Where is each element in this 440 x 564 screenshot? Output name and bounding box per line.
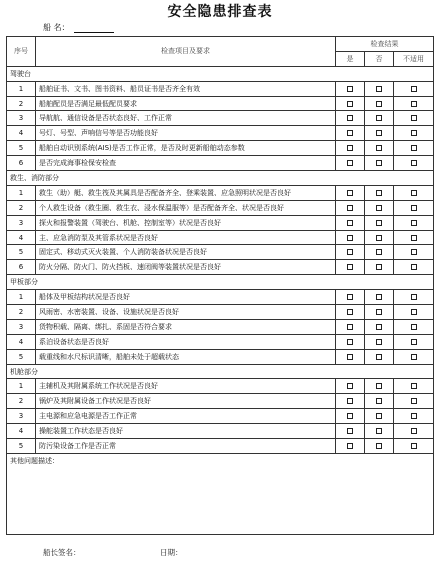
checkbox-yes[interactable] [347, 264, 353, 270]
checkbox-yes[interactable] [347, 443, 353, 449]
result-cell-no [365, 290, 394, 305]
result-cell-no [365, 200, 394, 215]
checkbox-no[interactable] [376, 115, 382, 121]
checkbox-no[interactable] [376, 398, 382, 404]
result-cell-yes [336, 96, 365, 111]
checkbox-yes[interactable] [347, 190, 353, 196]
result-cell-na [394, 126, 434, 141]
result-cell-na [394, 230, 434, 245]
checkbox-no[interactable] [376, 235, 382, 241]
item-number: 4 [7, 424, 36, 439]
result-cell-na [394, 96, 434, 111]
result-cell-na [394, 409, 434, 424]
item-text: 系泊设备状态是否良好 [36, 334, 336, 349]
checkbox-yes[interactable] [347, 354, 353, 360]
checkbox-yes[interactable] [347, 249, 353, 255]
result-cell-na [394, 111, 434, 126]
checkbox-na[interactable] [411, 309, 417, 315]
result-cell-yes [336, 439, 365, 454]
result-cell-na [394, 215, 434, 230]
checkbox-na[interactable] [411, 324, 417, 330]
item-number: 2 [7, 96, 36, 111]
item-number: 2 [7, 305, 36, 320]
result-cell-na [394, 245, 434, 260]
section-row [7, 66, 434, 81]
checkbox-na[interactable] [411, 101, 417, 107]
result-cell-yes [336, 215, 365, 230]
result-cell-no [365, 424, 394, 439]
table-row [7, 379, 434, 394]
result-cell-yes [336, 290, 365, 305]
result-cell-no [365, 394, 394, 409]
result-cell-yes [336, 245, 365, 260]
checkbox-no[interactable] [376, 249, 382, 255]
checkbox-no[interactable] [376, 413, 382, 419]
checkbox-no[interactable] [376, 383, 382, 389]
result-cell-no [365, 439, 394, 454]
section-title: 驾驶台 [7, 66, 434, 81]
checkbox-yes[interactable] [347, 205, 353, 211]
item-number: 4 [7, 230, 36, 245]
item-text: 船舶配员是否满足最低配员要求 [36, 96, 336, 111]
checkbox-yes[interactable] [347, 101, 353, 107]
checkbox-yes[interactable] [347, 398, 353, 404]
result-cell-no [365, 260, 394, 275]
result-cell-na [394, 334, 434, 349]
result-cell-no [365, 141, 394, 156]
table-row [7, 260, 434, 275]
result-cell-na [394, 200, 434, 215]
form-title: 安全隐患排查表 [167, 4, 273, 20]
checkbox-na[interactable] [411, 428, 417, 434]
item-number: 4 [7, 126, 36, 141]
checkbox-na[interactable] [411, 86, 417, 92]
result-cell-na [394, 349, 434, 364]
result-cell-yes [336, 126, 365, 141]
item-number: 5 [7, 141, 36, 156]
checkbox-yes[interactable] [347, 160, 353, 166]
section-title: 甲板部分 [7, 275, 434, 290]
checkbox-na[interactable] [411, 413, 417, 419]
result-cell-yes [336, 424, 365, 439]
checkbox-na[interactable] [411, 145, 417, 151]
result-cell-na [394, 424, 434, 439]
result-cell-na [394, 290, 434, 305]
section-row [7, 364, 434, 379]
result-cell-no [365, 349, 394, 364]
result-cell-no [365, 81, 394, 96]
checkbox-no[interactable] [376, 339, 382, 345]
item-text: 个人救生设备（救生圈、救生衣、浸水保温服等）是否配备齐全、状况是否良好 [36, 200, 336, 215]
result-cell-yes [336, 81, 365, 96]
table-row [7, 81, 434, 96]
result-cell-yes [336, 319, 365, 334]
checkbox-na[interactable] [411, 354, 417, 360]
result-cell-yes [336, 409, 365, 424]
checkbox-no[interactable] [376, 354, 382, 360]
item-text: 主、应急消防泵及其管系状况是否良好 [36, 230, 336, 245]
table-row [7, 305, 434, 320]
checkbox-na[interactable] [411, 235, 417, 241]
checkbox-yes[interactable] [347, 324, 353, 330]
result-cell-na [394, 156, 434, 171]
table-row [7, 245, 434, 260]
checkbox-yes[interactable] [347, 145, 353, 151]
table-row [7, 290, 434, 305]
checkbox-na[interactable] [411, 249, 417, 255]
result-cell-no [365, 96, 394, 111]
item-text: 船舶证书、文书、图书资料、船员证书是否齐全有效 [36, 81, 336, 96]
item-number: 1 [7, 81, 36, 96]
result-cell-na [394, 379, 434, 394]
table-row [7, 230, 434, 245]
result-cell-no [365, 215, 394, 230]
result-cell-yes [336, 156, 365, 171]
item-number: 3 [7, 215, 36, 230]
result-cell-yes [336, 379, 365, 394]
checkbox-na[interactable] [411, 220, 417, 226]
checkbox-na[interactable] [411, 160, 417, 166]
checkbox-na[interactable] [411, 443, 417, 449]
table-row [7, 409, 434, 424]
result-cell-na [394, 185, 434, 200]
section-title: 救生、消防部分 [7, 171, 434, 186]
result-cell-yes [336, 111, 365, 126]
item-number: 5 [7, 439, 36, 454]
checkbox-yes[interactable] [347, 130, 353, 136]
result-cell-yes [336, 260, 365, 275]
table-row [7, 185, 434, 200]
item-text: 导航航、通信设备是否状态良好、工作正常 [36, 111, 336, 126]
item-text: 救生（助）艇、救生筏及其属具是否配备齐全、登乘装置、应急照明状况是否良好 [36, 185, 336, 200]
notes-label: 其他问题描述： [10, 456, 59, 465]
result-cell-yes [336, 349, 365, 364]
table-row [7, 215, 434, 230]
table-row [7, 424, 434, 439]
result-cell-no [365, 230, 394, 245]
result-cell-no [365, 156, 394, 171]
result-cell-na [394, 260, 434, 275]
item-text: 船舶自动识别系统(AIS)是否工作正常，是否及时更新船舶动态参数 [36, 141, 336, 156]
checkbox-no[interactable] [376, 190, 382, 196]
ship-name-row [43, 22, 114, 33]
checkbox-yes[interactable] [347, 86, 353, 92]
notes-area[interactable] [7, 453, 434, 534]
item-number: 2 [7, 200, 36, 215]
item-number: 5 [7, 245, 36, 260]
checkbox-yes[interactable] [347, 115, 353, 121]
checkbox-no[interactable] [376, 264, 382, 270]
ship-name-field[interactable] [74, 23, 114, 33]
checkbox-na[interactable] [411, 383, 417, 389]
result-cell-na [394, 81, 434, 96]
table-row [7, 200, 434, 215]
table-row [7, 349, 434, 364]
result-cell-no [365, 319, 394, 334]
checkbox-no[interactable] [376, 205, 382, 211]
table-row [7, 439, 434, 454]
result-cell-no [365, 111, 394, 126]
item-number: 5 [7, 349, 36, 364]
table-row [7, 319, 434, 334]
checkbox-yes[interactable] [347, 413, 353, 419]
checkbox-no[interactable] [376, 324, 382, 330]
item-text: 货物积载、隔离、绑扎、系固是否符合要求 [36, 319, 336, 334]
checkbox-no[interactable] [376, 220, 382, 226]
item-text: 锅炉及其附属设备工作状况是否良好 [36, 394, 336, 409]
item-text: 操舵装置工作状态是否良好 [36, 424, 336, 439]
result-cell-yes [336, 394, 365, 409]
item-number: 3 [7, 409, 36, 424]
result-cell-no [365, 305, 394, 320]
item-text: 风雨密、水密装置、设备、设施状况是否良好 [36, 305, 336, 320]
result-cell-yes [336, 334, 365, 349]
header-yes: 是 [336, 51, 365, 66]
result-cell-no [365, 409, 394, 424]
checkbox-no[interactable] [376, 145, 382, 151]
checkbox-no[interactable] [376, 309, 382, 315]
item-text: 探火和报警装置（驾驶台、机舱、控制室等）状况是否良好 [36, 215, 336, 230]
captain-sign-label: 船长签名： [43, 548, 81, 557]
item-text: 主电源和应急电源是否工作正常 [36, 409, 336, 424]
section-row [7, 275, 434, 290]
header-result: 检查结果 [336, 37, 434, 52]
checkbox-yes[interactable] [347, 428, 353, 434]
item-text: 固定式、移动式灭火装置、个人消防装备状况是否良好 [36, 245, 336, 260]
table-body [7, 66, 434, 453]
checkbox-no[interactable] [376, 130, 382, 136]
result-cell-na [394, 305, 434, 320]
header-no-col: 否 [365, 51, 394, 66]
inspection-table [6, 36, 434, 535]
checkbox-yes[interactable] [347, 235, 353, 241]
result-cell-yes [336, 185, 365, 200]
checkbox-na[interactable] [411, 190, 417, 196]
checkbox-yes[interactable] [347, 383, 353, 389]
result-cell-no [365, 334, 394, 349]
item-text: 载重线和水尺标识清晰，船舶未处于超载状态 [36, 349, 336, 364]
result-cell-na [394, 319, 434, 334]
table-row [7, 111, 434, 126]
checkbox-yes[interactable] [347, 309, 353, 315]
checkbox-no[interactable] [376, 428, 382, 434]
item-number: 6 [7, 260, 36, 275]
result-cell-no [365, 379, 394, 394]
table-row [7, 141, 434, 156]
item-number: 3 [7, 319, 36, 334]
item-text: 船体及甲板结构状况是否良好 [36, 290, 336, 305]
checkbox-no[interactable] [376, 86, 382, 92]
table-row [7, 126, 434, 141]
ship-name-label: 船 名： [43, 23, 70, 32]
date-label: 日期： [160, 548, 183, 557]
checkbox-na[interactable] [411, 294, 417, 300]
item-number: 1 [7, 290, 36, 305]
checkbox-yes[interactable] [347, 220, 353, 226]
result-cell-yes [336, 200, 365, 215]
checkbox-na[interactable] [411, 115, 417, 121]
item-text: 防污染设备工作是否正常 [36, 439, 336, 454]
item-number: 4 [7, 334, 36, 349]
checkbox-na[interactable] [411, 264, 417, 270]
checkbox-na[interactable] [411, 130, 417, 136]
item-number: 1 [7, 185, 36, 200]
result-cell-no [365, 185, 394, 200]
item-number: 3 [7, 111, 36, 126]
item-text: 主辅机及其附属系统工作状况是否良好 [36, 379, 336, 394]
item-text: 号灯、号型、声响信号等是否功能良好 [36, 126, 336, 141]
table-row [7, 394, 434, 409]
header-na: 不适用 [394, 51, 434, 66]
checkbox-yes[interactable] [347, 294, 353, 300]
result-cell-yes [336, 230, 365, 245]
checkbox-na[interactable] [411, 339, 417, 345]
table-row [7, 96, 434, 111]
table-row [7, 156, 434, 171]
section-title: 机舱部分 [7, 364, 434, 379]
checkbox-no[interactable] [376, 101, 382, 107]
item-number: 6 [7, 156, 36, 171]
result-cell-yes [336, 141, 365, 156]
checkbox-no[interactable] [376, 443, 382, 449]
item-number: 2 [7, 394, 36, 409]
table-row [7, 334, 434, 349]
result-cell-yes [336, 305, 365, 320]
checkbox-no[interactable] [376, 160, 382, 166]
result-cell-no [365, 126, 394, 141]
header-items: 检查项目及要求 [36, 37, 336, 67]
checkbox-na[interactable] [411, 398, 417, 404]
result-cell-no [365, 245, 394, 260]
header-no: 序号 [7, 37, 36, 67]
result-cell-na [394, 439, 434, 454]
item-text: 防火分隔、防火门、防火挡板、速闭阀等装置状况是否良好 [36, 260, 336, 275]
result-cell-na [394, 141, 434, 156]
checkbox-no[interactable] [376, 294, 382, 300]
section-row [7, 171, 434, 186]
item-text: 是否完成海事检保安检查 [36, 156, 336, 171]
item-number: 1 [7, 379, 36, 394]
checkbox-na[interactable] [411, 205, 417, 211]
result-cell-na [394, 394, 434, 409]
checkbox-yes[interactable] [347, 339, 353, 345]
